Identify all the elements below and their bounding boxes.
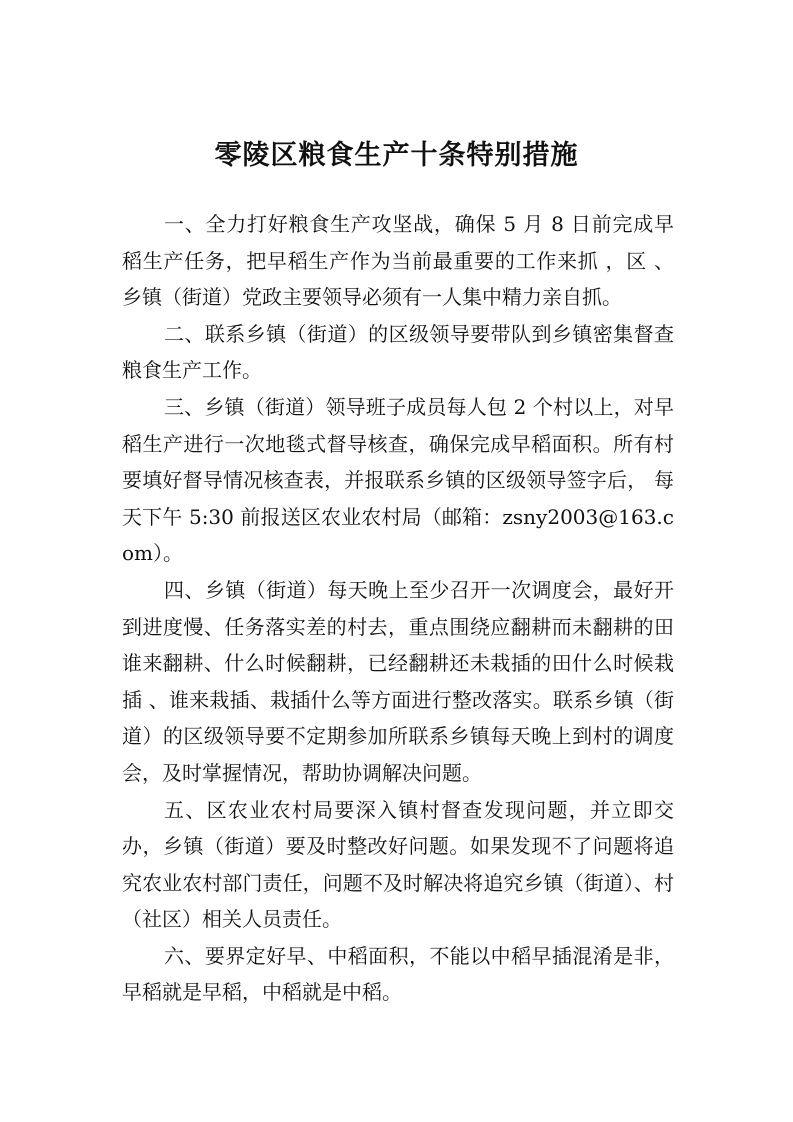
paragraph-1: 一、全力打好粮食生产攻坚战，确保 5 月 8 日前完成早稻生产任务，把早稻生产作为当前最重要的工作来抓 ，区 、乡镇（街道）党政主要领导必须有一人集中精力亲自抓。 [122, 212, 674, 310]
paragraph-5: 五、区农业农村局要深入镇村督查发现问题，并立即交办，乡镇（街道）要及时整改好问题。如果发现不了问题将追究农业农村部门责任，问题不及时解决将追究乡镇（街道）、村（社区）相关人员责任。 [122, 797, 674, 932]
paragraph-3: 三、乡镇（街道）领导班子成员每人包 2 个村以上，对早稻生产进行一次地毯式督导核查，确保完成早稻面积。所有村要填好督导情况核查表，并报联系乡镇的区级领导签字后， 每天下午 5:30 前报送区农业农村局（邮箱：zsny2003@163.com）。 [122, 394, 674, 566]
paragraph-4: 四、乡镇（街道）每天晚上至少召开一次调度会，最好开到进度慢、任务落实差的村去，重点围绕应翻耕而未翻耕的田谁来翻耕、什么时候翻耕，已经翻耕还未栽插的田什么时候栽插 、谁来栽插、栽插什么等方面进行整改落实。联系乡镇（街道）的区级领导要不定期参加所联系乡镇每天晚上到村的调度会，及时掌握情况，帮助协调解决问题。 [122, 577, 674, 785]
document-title: 零陵区粮食生产十条特别措施 [214, 140, 579, 171]
paragraph-2: 二、联系乡镇（街道）的区级领导要带队到乡镇密集督查粮食生产工作。 [122, 321, 674, 383]
document-body [122, 206, 674, 1011]
paragraph-6: 六、要界定好早、中稻面积，不能以中稻早插混淆是非， 早稻就是早稻，中稻就是中稻。 [122, 943, 674, 1005]
